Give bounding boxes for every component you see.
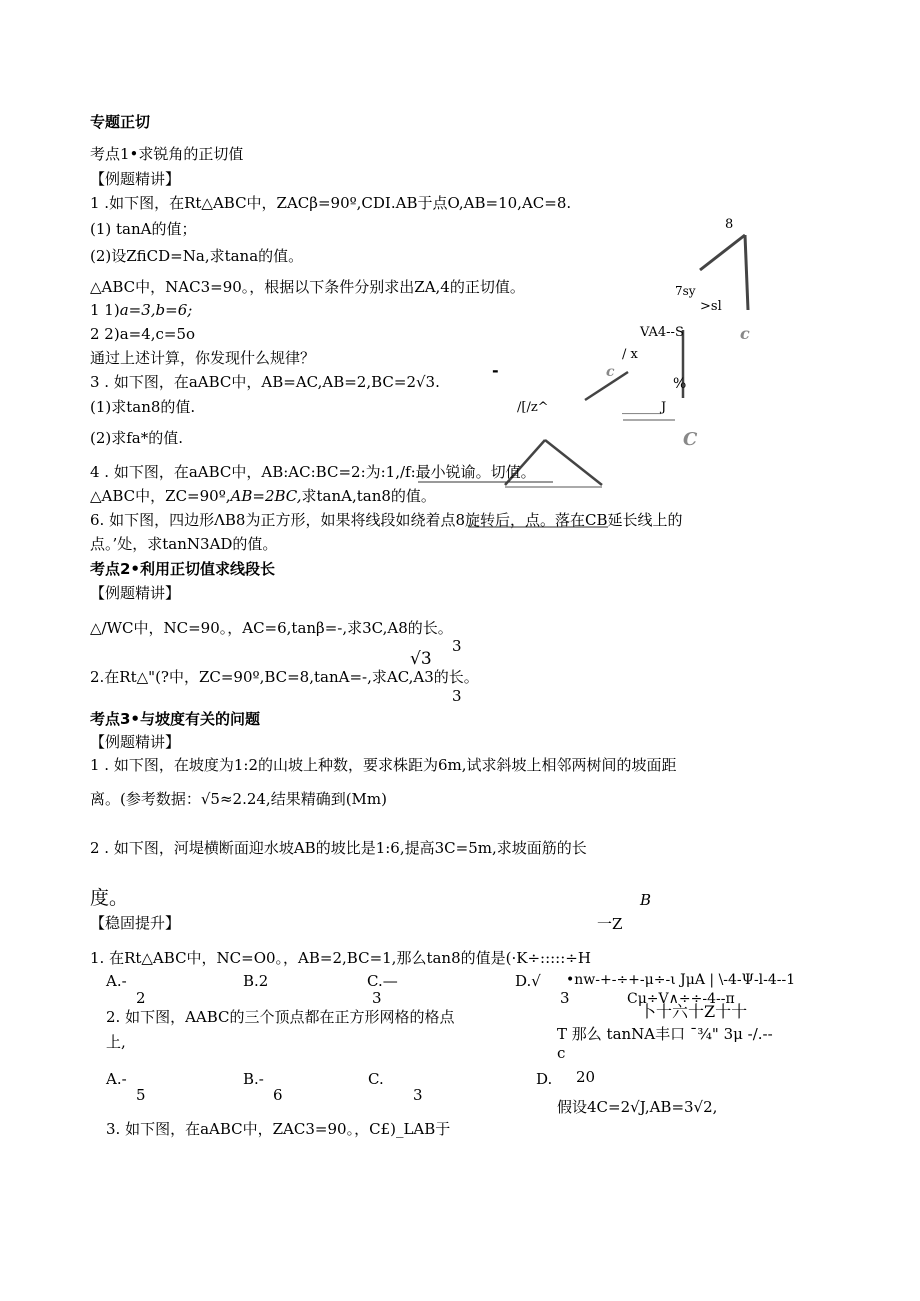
consolidate-q2-line1: 2. 如下图，AABC的三个顶点都在正方形网格的格点: [106, 1008, 455, 1026]
kp1-q2-a-num: 1 1): [90, 301, 120, 319]
fig-label-z: /[/z^: [517, 400, 549, 415]
kp2-q1-denominator: 3: [452, 637, 462, 655]
fig-label-c2: c: [606, 364, 615, 380]
kp3-fig-label-z: 一Z: [597, 915, 623, 933]
consolidate-q1: 1. 在Rt△ABC中，NC=O0。，AB=2,BC=1,那么tan8的值是(·K÷:::::÷H: [90, 949, 591, 967]
consolidate-q2-opt-a: A.-: [106, 1070, 127, 1088]
consolidate-q1-den-d: 3: [560, 989, 570, 1007]
consolidate-q3: 3. 如下图，在aABC中，ZAC3=90。，C£)_LAB于: [106, 1120, 451, 1138]
right-text-7: 假设4C=2√J,AB=3√2,: [557, 1098, 718, 1116]
kp1-q2-b: 2 2)a=4,c=5o: [90, 325, 196, 343]
kp3-q1-line2: 离。(参考数据：√5≈2.24,结果精确到(Mm): [90, 790, 387, 808]
kp1-q2-a-rest: a=3,b=6;: [119, 301, 193, 319]
kp1-q1-a: (1) tanA的值；: [90, 220, 197, 238]
kp1-q6-line2: 点。’处，求tanN3AD的值。: [90, 535, 278, 553]
kp1-q1-b: (2)设ZfiCD=Na,求tana的值。: [90, 247, 304, 265]
kp1-q5-b: AB=2BC,: [230, 487, 302, 505]
kp1-section: 【例题精讲】: [90, 170, 181, 188]
consolidate-q1-opt-c: C.—: [367, 972, 398, 990]
fig-label-sl: >sl: [700, 299, 722, 314]
fig-label-pct: %: [673, 376, 687, 392]
kp1-heading: 考点1•求锐角的正切值: [90, 145, 244, 163]
fig-label-c3: C: [683, 429, 698, 450]
fig3-right: [545, 440, 602, 485]
consolidate-q2-den-a: 5: [136, 1086, 146, 1104]
kp1-q6-line1: 6. 如下图，四边形ΛB8为正方形，如果将线段如绕着点8旋转后，点。落在CB延长线上的: [90, 511, 683, 529]
fig-label-slx: / x: [622, 347, 638, 362]
kp3-q1-line1: 1 . 如下图，在坡度为1:2的山坡上种数，要求株距为6m,试求斜坡上相邻两树间的坡面距: [90, 756, 677, 774]
kp3-fig-label-b: B: [640, 891, 652, 909]
kp2-q2-denominator: 3: [452, 687, 462, 705]
kp1-q1: 1 .如下图，在Rt△ABC中，ZACβ=90º,CDI.AB于点O,AB=10,AC=8.: [90, 194, 572, 212]
kp2-q2-sqrt: √3: [410, 649, 432, 669]
consolidate-q1-opt-d: D.√: [515, 972, 541, 990]
consolidate-q1-opt-b: B.2: [243, 972, 269, 990]
consolidate-q2-opt-b: B.-: [243, 1070, 264, 1088]
fig1-line-right: [745, 235, 748, 310]
kp2-q2: 2.在Rt△"(?中，ZC=90º,BC=8,tanA=-,求AC,A3的长。: [90, 668, 479, 686]
kp1-q2: △ABC中，NAC3=90。，根据以下条件分别求出ZA,4的正切值。: [90, 278, 525, 296]
kp1-q3-b: (2)求fa*的值.: [90, 429, 184, 447]
kp1-q5-a: △ABC中，ZC=90º,: [90, 487, 231, 505]
kp1-q5-c: 求tanA,tan8的值。: [301, 487, 436, 505]
kp3-section: 【例题精讲】: [90, 733, 181, 751]
right-text-4: T 那么 tanNA丰口 ¯¾" 3μ -/.--: [557, 1025, 773, 1043]
right-text-6: 20: [576, 1068, 596, 1086]
right-text-2: Cμ÷V∧÷÷-4--π: [627, 991, 735, 1007]
page-title: 专题正切: [90, 113, 151, 131]
consolidate-q2-den-c: 3: [413, 1086, 423, 1104]
fig-label-vas: VA4--S: [640, 325, 684, 340]
kp3-heading: 考点3•与坡度有关的问题: [90, 710, 261, 728]
consolidate-q1-den-a: 2: [136, 989, 146, 1007]
kp3-q2-line1: 2 . 如下图，河堤横断面迎水坡AB的坡比是1:6,提高3C=5m,求坡面筋的长: [90, 839, 587, 857]
kp1-q3-a: (1)求tan8的值.: [90, 398, 196, 416]
right-text-1: •nw-+-÷+-μ÷-ι JμA | \-4-Ψ-l-4--1: [566, 972, 796, 988]
fig-label-8: 8: [725, 217, 734, 232]
kp1-q2-a: [90, 302, 192, 319]
fig-label-c1: c: [740, 324, 750, 343]
kp2-section: 【例题精讲】: [90, 584, 181, 602]
fig-label-dash: -: [492, 361, 499, 380]
kp1-q5: [90, 488, 436, 505]
kp3-q2-line2: 度。: [90, 887, 129, 909]
kp2-q1: △/WC中，NC=90。，AC=6,tanβ=-,求3C,A8的长。: [90, 619, 453, 637]
consolidate-q1-den-c: 3: [372, 989, 382, 1007]
consolidate-q2-den-b: 6: [273, 1086, 283, 1104]
fig1-line-left: [700, 235, 745, 270]
consolidate-q2-line2: 上,: [106, 1033, 126, 1051]
consolidate-q1-opt-a: A.-: [106, 972, 127, 990]
fig-label-j: ______J: [622, 400, 667, 415]
kp1-q3: 3 . 如下图，在aABC中，AB=AC,AB=2,BC=2√3.: [90, 373, 440, 391]
kp1-q4: 4 . 如下图，在aABC中，AB:AC:BC=2:为:1,/f:最小锐谕。切值。: [90, 463, 536, 481]
fig-label-y: 7sy: [675, 284, 696, 298]
right-text-3: 卜十六十Z十十: [640, 1002, 748, 1021]
right-text-5: c: [557, 1044, 566, 1062]
consolidate-q2-opt-c: C.: [368, 1070, 384, 1088]
kp1-q2-c: 通过上述计算，你发现什么规律？: [90, 349, 316, 367]
kp2-heading: 考点2•利用正切值求线段长: [90, 560, 276, 578]
consolidate-q2-opt-d: D.: [536, 1070, 553, 1088]
consolidate-heading: 【稳固提升】: [90, 914, 181, 932]
